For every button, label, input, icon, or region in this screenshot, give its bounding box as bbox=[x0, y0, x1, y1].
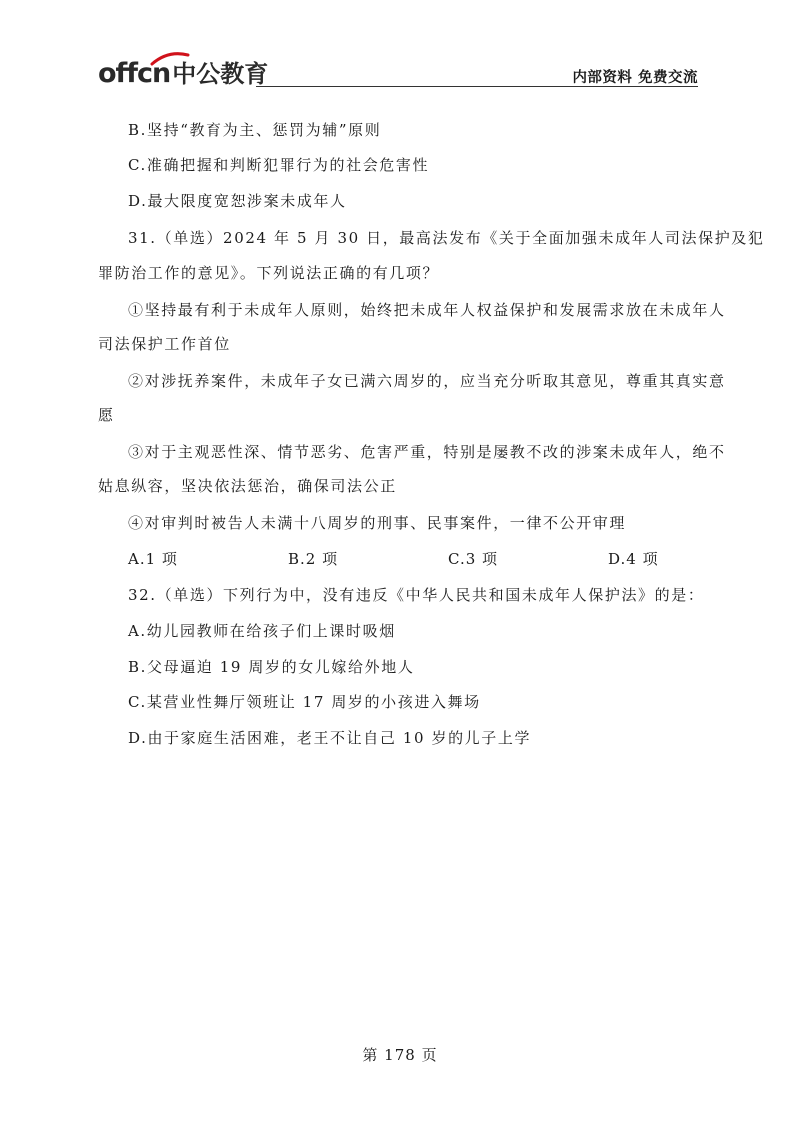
q31-statement-2-line-2: 愿 bbox=[98, 406, 115, 424]
q32-stem: 32.（单选）下列行为中，没有违反《中华人民共和国未成年人保护法》的是： bbox=[128, 586, 705, 604]
offcn-logo bbox=[98, 56, 268, 88]
q31-stem-line-2: 罪防治工作的意见》。下列说法正确的有几项？ bbox=[98, 264, 440, 282]
q31-option-b: B.2 项 bbox=[288, 550, 339, 568]
header-note: 内部资料 免费交流 bbox=[572, 70, 698, 86]
q31-stem-line-1: 31.（单选）2024 年 5 月 30 日，最高法发布《关于全面加强未成年人司法保护及犯 bbox=[128, 229, 765, 247]
logo-chinese-text: 中公教育 bbox=[172, 60, 269, 88]
q31-option-a: A.1 项 bbox=[128, 550, 178, 568]
page-header bbox=[98, 56, 698, 90]
q31-statement-3-line-1: ③对于主观恶性深、情节恶劣、危害严重，特别是屡教不改的涉案未成年人，绝不 bbox=[128, 443, 726, 461]
q31-statement-1-line-1: ①坚持最有利于未成年人原则，始终把未成年人权益保护和发展需求放在未成年人 bbox=[128, 301, 726, 319]
q31-statement-2-line-1: ②对涉抚养案件，未成年子女已满六周岁的，应当充分听取其意见，尊重其真实意 bbox=[128, 372, 726, 390]
header-rule bbox=[256, 86, 698, 87]
q31-statement-4: ④对审判时被告人未满十八周岁的刑事、民事案件，一律不公开审理 bbox=[128, 514, 627, 532]
q32-option-d: D.由于家庭生活困难，老王不让自己 10 岁的儿子上学 bbox=[128, 729, 532, 747]
q32-option-a: A.幼儿园教师在给孩子们上课时吸烟 bbox=[128, 622, 396, 640]
q31-option-d: D.4 项 bbox=[608, 550, 659, 568]
q30-option-b: B.坚持“教育为主、惩罚为辅”原则 bbox=[128, 121, 382, 139]
q30-option-d: D.最大限度宽恕涉案未成年人 bbox=[128, 192, 347, 210]
logo-latin-text: offcn bbox=[98, 58, 171, 89]
q30-option-c: C.准确把握和判断犯罪行为的社会危害性 bbox=[128, 156, 430, 174]
q32-option-c: C.某营业性舞厅领班让 17 周岁的小孩进入舞场 bbox=[128, 693, 481, 711]
q31-statement-1-line-2: 司法保护工作首位 bbox=[98, 335, 231, 353]
page-number: 第 178 页 bbox=[362, 1046, 438, 1064]
logo-swoosh-icon bbox=[150, 52, 190, 66]
q31-statement-3-line-2: 姑息纵容，坚决依法惩治，确保司法公正 bbox=[98, 477, 397, 495]
q32-option-b: B.父母逼迫 19 周岁的女儿嫁给外地人 bbox=[128, 658, 415, 676]
q31-option-c: C.3 项 bbox=[448, 550, 499, 568]
